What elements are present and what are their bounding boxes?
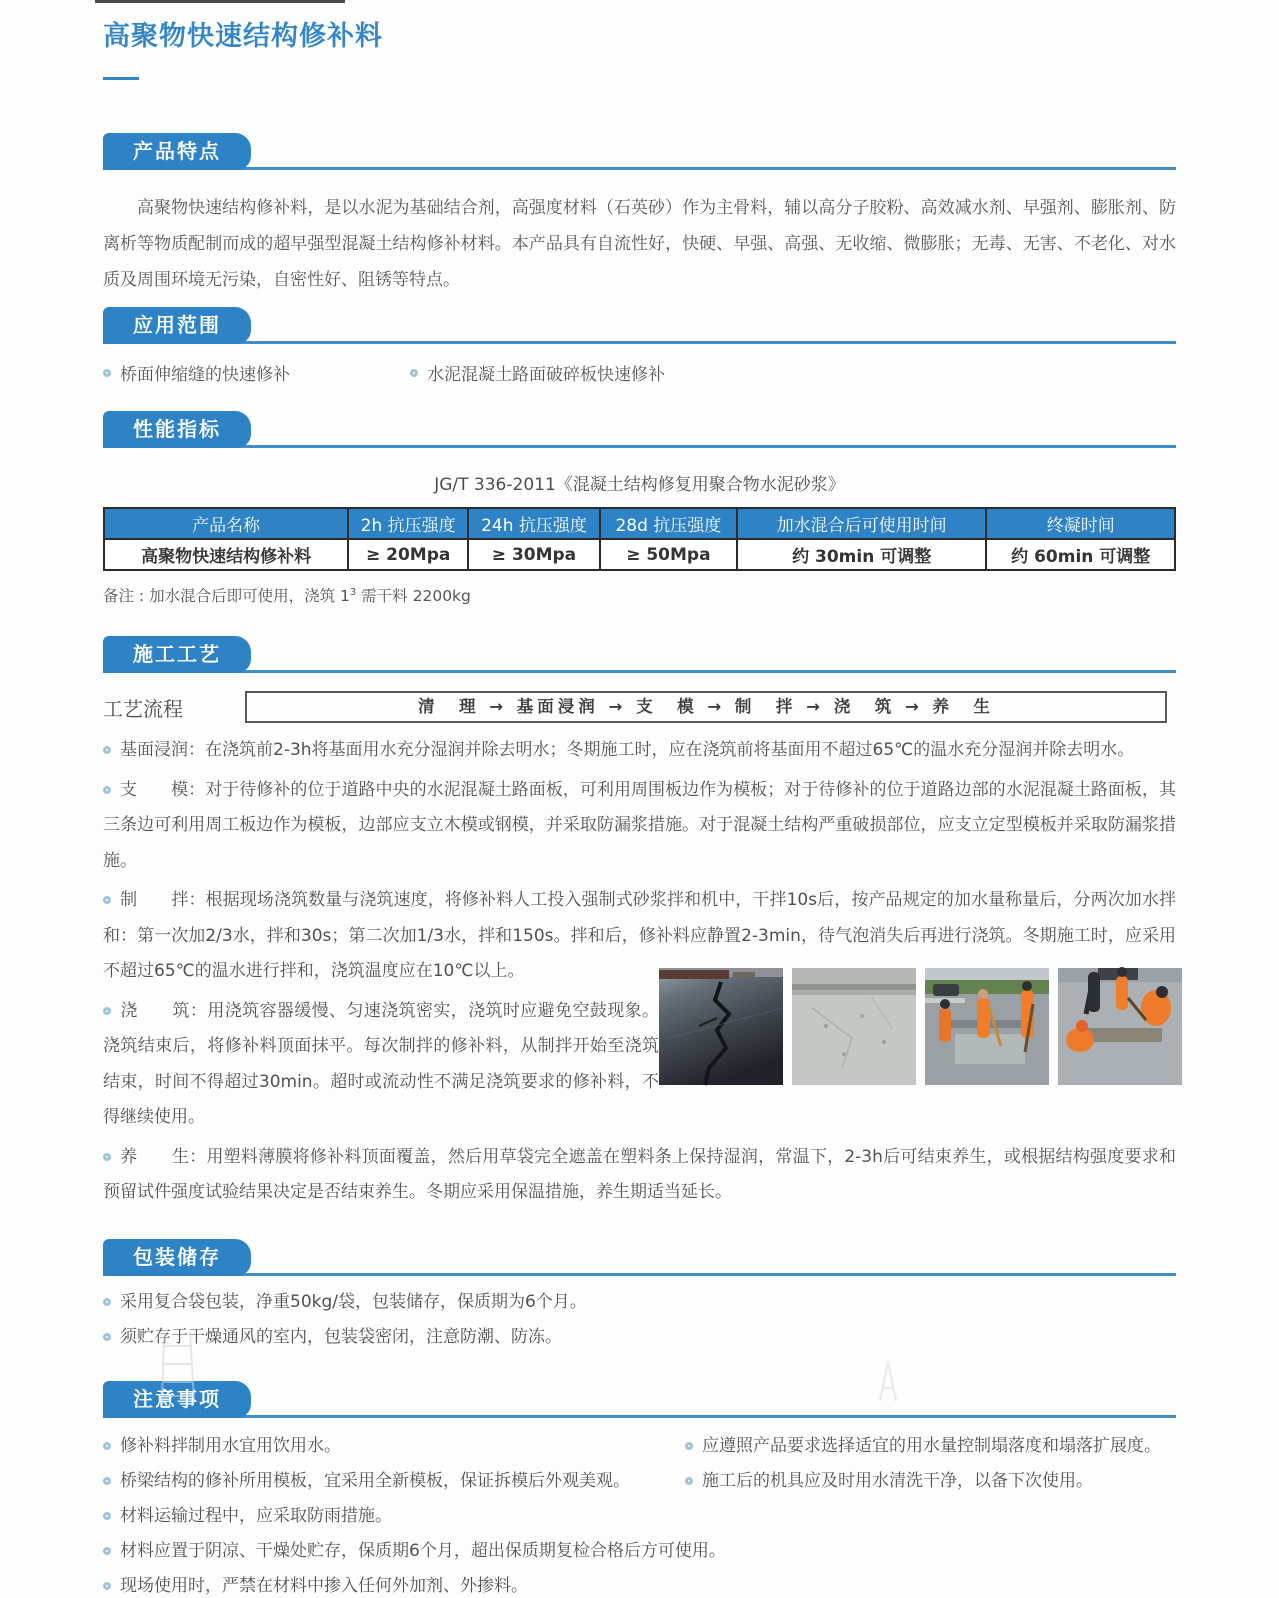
- watermark-spire-sketch: [868, 1362, 908, 1401]
- road-repair-crew-photo: [925, 968, 1049, 1085]
- list-item: [103, 1469, 685, 1493]
- list-item: [103, 1539, 1176, 1563]
- section-tab-notes: 注意事项: [103, 1381, 251, 1418]
- table-remark: [103, 584, 1176, 606]
- section-head-features: [103, 133, 1176, 170]
- list-item: [103, 1434, 685, 1458]
- circle-bullet-icon: [103, 1153, 111, 1161]
- step-text: 浇 筑：用浇筑容器缓慢、匀速浇筑密实，浇筑时应避免空鼓现象。浇筑结束后，将修补料顶面抹平。每次制拌的修补料，从制拌开始至浇筑结束，时间不得超过30min。超时或流动性不满足浇筑要求的修补料，不得继续使用。: [103, 1000, 659, 1127]
- standard-reference: JG/T 336-2011《混凝土结构修复用聚合物水泥砂浆》: [434, 475, 845, 495]
- process-steps: [103, 733, 1176, 1211]
- table-cell: ≥ 20Mpa: [348, 539, 468, 570]
- section-tab-performance: 性能指标: [103, 411, 251, 448]
- step-text: 基面浸润：在浇筑前2-3h将基面用水充分湿润并除去明水；冬期施工时，应在浇筑前将基面用不超过65℃的温水充分湿润并除去明水。: [120, 740, 1135, 760]
- list-item: [103, 1504, 685, 1528]
- section-head-notes: [103, 1381, 1176, 1418]
- site-photo-strip: [659, 968, 1182, 1085]
- list-item: [410, 360, 665, 385]
- list-item: [103, 1325, 1176, 1349]
- section-tab-process: 施工工艺: [103, 636, 251, 673]
- circle-bullet-icon: [103, 1007, 111, 1015]
- table-cell: 高聚物快速结构修补料: [104, 539, 348, 570]
- section-tab-packaging: 包装储存: [103, 1239, 251, 1276]
- section-tab-features: 产品特点: [103, 133, 251, 170]
- circle-bullet-icon: [103, 1442, 111, 1450]
- features-paragraph: 高聚物快速结构修补料，是以水泥为基础结合剂，高强度材料（石英砂）作为主骨料，辅以高分子胶粉、高效减水剂、早强剂、膨胀剂、防离析等物质配制而成的超早强型混凝土结构修补材料。本产品具有自流性好，快硬、早强、高强、无收缩、微膨胀；无毒、无害、不老化、对水质及周围环境无污染，自密性好、阻锈等特点。: [103, 198, 1176, 290]
- note-text: 材料运输过程中，应采取防雨措施。: [120, 1505, 392, 1526]
- process-flow-row: [103, 691, 1176, 723]
- notes-list: [103, 1434, 1176, 1598]
- top-crop-artifact: [95, 0, 345, 3]
- cracked-pavement-photo: [659, 968, 783, 1085]
- section-head-applications: [103, 307, 1176, 344]
- circle-bullet-icon: [103, 896, 111, 904]
- column-header: 2h 抗压强度: [348, 508, 468, 539]
- remark-text: 需干料 2200kg: [356, 587, 471, 605]
- table-row: [104, 539, 1175, 570]
- process-step: [103, 1140, 1176, 1211]
- column-header: 28d 抗压强度: [600, 508, 737, 539]
- process-step: [103, 733, 1176, 769]
- application-label: 桥面伸缩缝的快速修补: [120, 365, 290, 385]
- table-cell: ≥ 50Mpa: [600, 539, 737, 570]
- step-text: 养 生：用塑料薄膜将修补料顶面覆盖，然后用草袋完全遮盖在塑料条上保持湿润，常温下，2-3h后可结束养生，或根据结构强度要求和预留试件强度试验结果决定是否结束养生。冬期应采用保温措施，养生期适当延长。: [103, 1146, 1176, 1202]
- circle-bullet-icon: [103, 786, 111, 794]
- flow-diagram-box: 清 理 → 基面浸润 → 支 模 → 制 拌 → 浇 筑 → 养 生: [245, 691, 1167, 723]
- concrete-surface-photo: [792, 968, 916, 1085]
- flow-label: 工艺流程: [103, 696, 183, 721]
- pour-step-and-photos: [103, 990, 1176, 1136]
- pavement-patching-workers-photo: [1058, 968, 1182, 1085]
- applications-list: [103, 360, 1176, 385]
- column-header: 产品名称: [104, 508, 348, 539]
- note-text: 应遵照产品要求选择适宜的用水量控制塌落度和塌落扩展度。: [702, 1435, 1161, 1456]
- circle-bullet-icon: [103, 1477, 111, 1485]
- process-step: [103, 773, 1176, 880]
- column-header: 加水混合后可使用时间: [737, 508, 987, 539]
- list-item: [685, 1469, 1176, 1493]
- table-cell: ≥ 30Mpa: [468, 539, 600, 570]
- list-item: [685, 1504, 1176, 1528]
- table-header-row: [104, 508, 1175, 539]
- note-text: 材料应置于阴凉、干燥处贮存，保质期6个月，超出保质期复检合格后方可使用。: [120, 1540, 726, 1561]
- packaging-list: [103, 1290, 1176, 1349]
- step-text: 支 模：对于待修补的位于道路中央的水泥混凝土路面板，可利用周围板边作为模板；对于待修补的位于道路边部的水泥混凝土路面板，其三条边可利用周工板边作为模板，边部应支立木模或钢模，并采取防漏浆措施。对于混凝土结构严重破损部位，应支立定型模板并采取防漏浆措施。: [103, 779, 1176, 871]
- note-text: 修补料拌制用水宜用饮用水。: [120, 1435, 341, 1456]
- section-head-performance: [103, 411, 1176, 448]
- column-header: 24h 抗压强度: [468, 508, 600, 539]
- note-text: 桥梁结构的修补所用模板，宜采用全新模板，保证拆模后外观美观。: [120, 1470, 630, 1491]
- list-item: [103, 360, 410, 385]
- circle-bullet-icon: [410, 369, 418, 377]
- note-text: 施工后的机具应及时用水清洗干净，以备下次使用。: [702, 1470, 1093, 1491]
- section-tab-applications: 应用范围: [103, 307, 251, 344]
- page-title: 高聚物快速结构修补料: [103, 21, 383, 52]
- list-item: [685, 1434, 1176, 1458]
- step-text: 制 拌：根据现场浇筑数量与浇筑速度，将修补料人工投入强制式砂浆拌和机中，干拌10s后，按产品规定的加水量称量后，分两次加水拌和：第一次加2/3水，拌和30s；第二次加1/3水，拌和150s。拌和后，修补料应静置2-3min，待气泡消失后再进行浇筑。冬期施工时，应采用不超过65℃的温水进行拌和，浇筑温度应在10℃以上。: [103, 890, 1176, 981]
- table-cell: 约 60min 可调整: [986, 539, 1175, 570]
- watermark-tower-sketch: [150, 1332, 210, 1401]
- process-step: [103, 994, 659, 1136]
- remark-text: 备注 : 加水混合后即可使用，浇筑 1: [103, 587, 350, 605]
- column-header: 终凝时间: [986, 508, 1175, 539]
- note-text: 现场使用时，严禁在材料中掺入任何外加剂、外掺料。: [120, 1575, 528, 1596]
- circle-bullet-icon: [103, 746, 111, 754]
- application-label: 水泥混凝土路面破碎板快速修补: [427, 365, 665, 385]
- performance-table: [103, 507, 1176, 571]
- circle-bullet-icon: [103, 369, 111, 377]
- circle-bullet-icon: [685, 1477, 693, 1485]
- circle-bullet-icon: [103, 1512, 111, 1520]
- circle-bullet-icon: [103, 1547, 111, 1555]
- section-head-packaging: [103, 1239, 1176, 1276]
- circle-bullet-icon: [103, 1333, 111, 1341]
- table-cell: 约 30min 可调整: [737, 539, 987, 570]
- circle-bullet-icon: [103, 1582, 111, 1590]
- circle-bullet-icon: [685, 1442, 693, 1450]
- list-item: [103, 1290, 1176, 1314]
- packaging-text: 须贮存于干燥通风的室内，包装袋密闭，注意防潮、防冻。: [120, 1326, 562, 1347]
- title-underline: [103, 77, 139, 80]
- remark-superscript: 3: [349, 586, 357, 598]
- circle-bullet-icon: [103, 1298, 111, 1306]
- packaging-text: 采用复合袋包装，净重50kg/袋，包装储存，保质期为6个月。: [120, 1291, 587, 1312]
- list-item: [103, 1574, 1176, 1598]
- section-head-process: [103, 636, 1176, 673]
